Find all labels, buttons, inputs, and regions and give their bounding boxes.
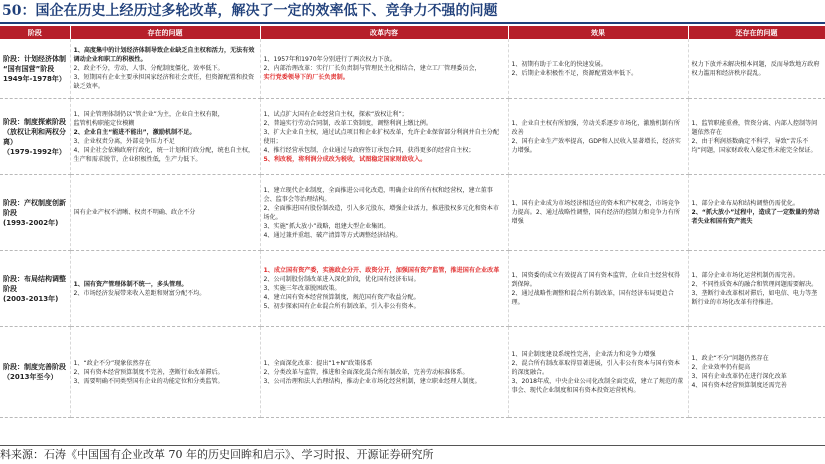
reform-line: 5、初步探索国有企业混合所有制改革，引入非公有资本。 (263, 303, 420, 310)
stage-cell (0, 39, 70, 99)
remaining-line: 2、不同性质资本的融合和管理问题需要解决。 (691, 280, 818, 288)
reform-line-highlight: 5、利改税，将利润分成改为税收，试图稳定国家财政收入。 (263, 155, 427, 163)
effect-cell (508, 99, 688, 175)
reform-line: 2、全面推进国有股份制改造，引入多元股东，增强企业活力，推进股权多元化和资本市场化。 (263, 204, 499, 221)
reform-line: 4、建立国有资本经营预算制度，规范国有资产收益分配。 (263, 294, 420, 301)
stage-line: （放权让利和两权分离） (3, 127, 66, 146)
stage-line: (2003-2013年) (3, 294, 59, 303)
effect-line: 1、国企制度建设系统性完善，企业活力和竞争力增强 (511, 350, 656, 358)
stage-line: “国有国营”阶段 (3, 64, 55, 73)
effect-line: 1、企业自主权有所加强，劳动关系逐步市场化，激励机制有所改善 (511, 119, 680, 136)
problem-line: 2、市场经济发展带来收入差距和财富分配不均。 (73, 289, 206, 297)
reform-cell (260, 39, 508, 99)
reform-cell (260, 251, 508, 327)
problem-line: 4、国企社会依赖政府行政化，统一计划和行政分配，统也自主权，生产和需求脱节，企业积极性低，生产力低下。 (73, 146, 255, 163)
table-row (0, 327, 825, 418)
problem-line: 3、短期国有企业主要承担国家经济和社会责任，但资源配置和投资缺乏效率。 (73, 74, 255, 90)
remaining-cell (688, 99, 825, 175)
effect-line: 2、国有企业生产效率提高，GDP和人民收入显著增长，经济实力增强。 (511, 137, 681, 154)
problems-cell (70, 251, 260, 327)
reform-cell (260, 99, 508, 175)
effect-cell (508, 251, 688, 327)
remaining-line: 1、部分企业布局和结构调整仍需优化。 (691, 200, 799, 207)
remaining-cell (688, 251, 825, 327)
effect-line: 3、2018年成，中央企业公司化改制全面完成，建立了规范的董事会、现代企业制度和国有资本投资运营机构。 (511, 377, 684, 394)
remaining-line: 2、企业效率仍有提高 (691, 364, 751, 371)
remaining-line: 4、国有资本经营预算制度还需完善 (691, 382, 787, 389)
problem-line: 1、“政企不分”现象依然存在 (73, 359, 151, 367)
header-effect: 效果 (508, 26, 688, 39)
remaining-cell (688, 175, 825, 251)
effect-line: 2、混合所有制改革取得显著进展，引入非公有资本与国有资本的深度融合。 (511, 359, 680, 376)
problems-cell (70, 39, 260, 99)
reform-line-highlight: 实行党委领导下的厂长负责制。 (263, 74, 349, 81)
reform-line: 1、全面深化改革：提出“1+N”政策体系 (263, 359, 373, 367)
stage-cell (0, 175, 70, 251)
stage-line: (1993-2002年) (3, 218, 59, 227)
figure-title: 50：国企在历史上经历过多轮改革，解决了一定的效率低下、竞争力不强的问题 (2, 3, 498, 19)
remaining-cell (688, 327, 825, 418)
reform-line: 2、普遍实行劳动合同制，改革工资制度，调整利润上缴比例。 (263, 119, 432, 127)
table-header-row (0, 26, 825, 39)
reform-line: 2、分类改革与监管，推进和全面深化混合所有制改革，完善劳动标准体系。 (263, 368, 469, 376)
reform-line: 1、试点扩大国有企业经营自主权，探索“放权让利”； (263, 110, 408, 118)
stage-cell (0, 99, 70, 175)
stage-line: 阶段：制度完善阶段 (3, 363, 66, 371)
stage-line: 阶段：制度探索阶段 (3, 117, 66, 126)
remaining-line: 3、国有企业改革仍在进行深化改革 (691, 373, 787, 380)
effect-line: 2、后期企业积极性不足，资源配置效率低下。 (511, 69, 638, 77)
effect-cell (508, 327, 688, 418)
effect-line: 1、初期有助于工业化的快速发展。 (511, 60, 607, 68)
table-row (0, 175, 825, 251)
problem-line: 3、企业权责分离，外部竞争压力不足 (73, 137, 175, 145)
remaining-line: 1、监管职能重叠，管资分离、内部人控制等问题依然存在 (691, 119, 818, 136)
problems-cell (70, 175, 260, 251)
table-row (0, 39, 825, 99)
reform-line: 2、内部治理改革：实行厂长负责制与管理民主化相结合，建立工厂管理委员会， (263, 65, 481, 72)
reform-line: 3、实施“抓大放小”战略，组建大型企业集团。 (263, 222, 390, 230)
problem-line: 2、国有资本经营预算制度不完善，垄断行业改革滞后。 (73, 368, 224, 376)
problems-cell (70, 327, 260, 418)
source-rule (0, 445, 825, 446)
remaining-line: 2、“抓大放小”过程中，造成了一定数量的劳动者失业和国有资产流失 (691, 209, 820, 225)
header-problems: 存在的问题 (70, 26, 260, 39)
problem-line: 国有企业产权不清晰、权责不明确、政企不分 (73, 209, 196, 216)
reform-line: 4、推行经营承包制，企业通过与政府签订承包合同，获得更多的经营自主权； (263, 146, 475, 154)
reform-line: 3、扩大企业自主权，通过试点项目和企业扩权改革，允许企业保留部分利润并自主分配使用； (263, 128, 499, 145)
remaining-line: 2、由于利润基数确定不科学，导致“苦乐不均”问题，国家财政收入稳定性未能完全保证。 (691, 137, 817, 154)
stage-cell (0, 251, 70, 327)
effect-line: 1、国资委的成立有效提高了国有资本监管，企业自主经营权得到保障。 (511, 271, 680, 288)
reform-line: 3、公司治理和法人治理结构，推动企业市场化经营机制，建立职业经理人制度。 (263, 377, 481, 385)
stage-line: （1979-1992年） (3, 147, 66, 156)
stage-line: （2013年至今） (3, 373, 58, 381)
stage-line: 阶段：产权制度创新阶段 (3, 198, 66, 217)
reform-line: 1、1957年和1970年分别进行了两次权力下放。 (263, 56, 396, 63)
problem-line: 2、政企不分，劳动、人事、分配制度僵化，效率低下。 (73, 65, 224, 72)
reform-cell (260, 175, 508, 251)
stage-line: 阶段：布局结构调整阶段 (3, 274, 66, 293)
reform-cell (260, 327, 508, 418)
problem-line: 1、国企管理体制仍以“管企业”为主，企业自主权有限， (73, 110, 224, 118)
reform-line: 1、建立现代企业制度，全面推进公司化改造，明确企业的所有权和经营权，建立董事会、监事会等治理结构。 (263, 186, 493, 203)
reform-line: 4、通过兼并重组、破产清算等方式调整经济结构。 (263, 231, 402, 239)
reform-table (0, 26, 825, 418)
stage-cell (0, 327, 70, 418)
title-rule (0, 22, 825, 24)
header-remaining: 还存在的问题 (688, 26, 825, 39)
remaining-line: 权力下放并未解决根本问题，反而导致地方政府权力滥用和经济秩序混乱。 (691, 60, 820, 77)
reform-line-highlight: 1、成立国有资产委，实施政企分开、政资分开，加强国有资产监管，推进国有企业改革 (263, 267, 500, 274)
reform-line: 3、实施三年改革脱困政策。 (263, 285, 341, 292)
header-reform: 改革内容 (260, 26, 508, 39)
effect-line: 2、通过战略性调整和混合所有制改革，国有经济布局更趋合理。 (511, 289, 674, 306)
problem-line: 监管机构职能定位模糊 (73, 119, 135, 127)
problem-line: 3、需要明确不同类型国有企业的功能定位和分类监管。 (73, 377, 224, 385)
remaining-line: 1、部分企业市场化运营机制仍需完善。 (691, 271, 799, 279)
effect-cell (508, 175, 688, 251)
problem-line: 1、高度集中的计划经济体制导致企业缺乏自主权和活力，无法有效调动企业和职工的积极性。 (73, 47, 255, 63)
effect-line: 1、国有企业成为市场经济相适应的资本和产权观念，市场竞争力提高。2、通过战略性调整，国有经济的控制力和竞争力有所增强 (511, 200, 680, 225)
problems-cell (70, 99, 260, 175)
table-row (0, 99, 825, 175)
remaining-cell (688, 39, 825, 99)
problem-line: 1、国有资产管理体制不统一，多头管理。 (73, 280, 188, 288)
remaining-line: 3、垄断行业改革相对滞后，如电信、电力等垄断行业的市场化改革有待推进。 (691, 289, 818, 306)
source-note: 料来源：石涛《中国国有企业改革 70 年的历史回眸和启示》、学习时报、开源证券研究所 (0, 448, 434, 461)
problem-line: 2、企业自主“能进不能出”，激励机制不足。 (73, 128, 196, 136)
table-row (0, 251, 825, 327)
remaining-line: 1、政企“不分”问题仍然存在 (691, 355, 769, 362)
effect-cell (508, 39, 688, 99)
reform-line: 2、公司制股份制改革进入深化阶段，优化国有经济布局。 (263, 276, 420, 283)
stage-line: 阶段：计划经济体制 (3, 54, 66, 63)
stage-line: 1949年-1978年） (3, 74, 66, 83)
header-stage: 阶段 (0, 26, 70, 39)
